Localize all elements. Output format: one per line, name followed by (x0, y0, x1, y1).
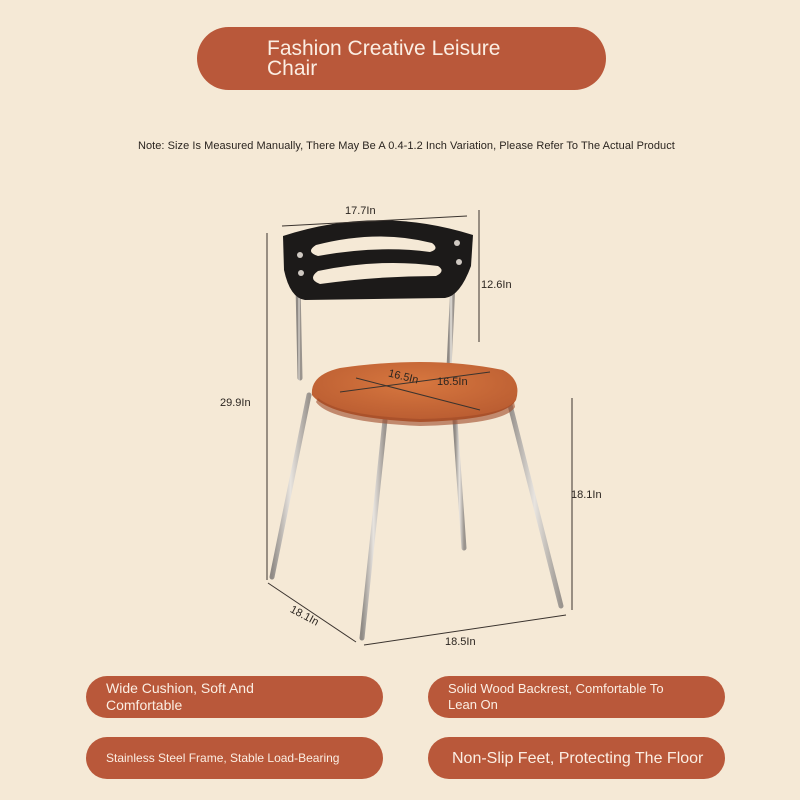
feature-label: Solid Wood Backrest, Comfortable To Lean On (448, 681, 664, 712)
page-title: Fashion Creative Leisure Chair (267, 36, 501, 80)
feature-wide-cushion (86, 676, 383, 718)
feature-label: Wide Cushion, Soft And Comfortable (106, 680, 254, 713)
feature-label: Non-Slip Feet, Protecting The Floor (452, 749, 704, 767)
dim-seat-height: 18.1In (571, 489, 602, 501)
feature-non-slip-feet (428, 737, 725, 779)
dim-base-depth: 18.1In (287, 603, 321, 629)
feature-steel-frame (86, 737, 383, 779)
feature-wood-backrest (428, 676, 725, 718)
dim-total-height: 29.9In (220, 397, 251, 409)
seat-cushion (312, 362, 518, 426)
steel-frame (272, 283, 561, 638)
dim-seat-width: 16.5In (437, 376, 468, 388)
dim-backrest-width: 17.7In (345, 205, 376, 217)
size-note: Note: Size Is Measured Manually, There May Be A 0.4-1.2 Inch Variation, Please Refer To The Actual Product (138, 140, 675, 152)
feature-label: Stainless Steel Frame, Stable Load-Bearing (106, 750, 340, 765)
dim-backrest-height: 12.6In (481, 279, 512, 291)
dim-base-width: 18.5In (445, 636, 476, 648)
dim-seat-depth: 16.5In (387, 367, 420, 387)
backrest (283, 220, 473, 300)
